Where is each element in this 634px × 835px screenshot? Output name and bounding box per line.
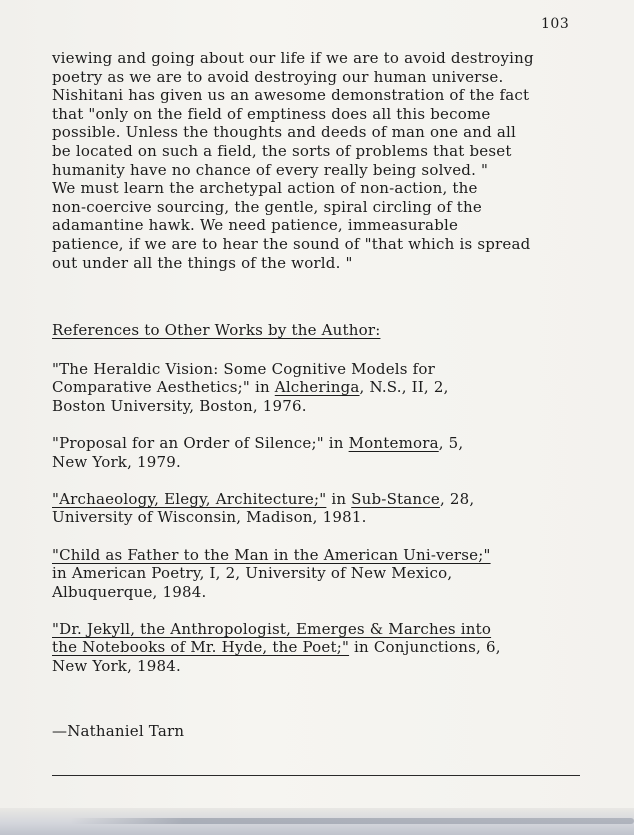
reference-details: in American Poetry, I, 2, University of New Mexico, [52,564,453,583]
references-heading: References to Other Works by the Author: [52,321,381,339]
reference-title: "Archaeology, Elegy, Architecture;" [52,490,327,509]
page-number: 103 [541,16,570,32]
reference-details: , 5, [438,434,464,453]
reference-publisher: New York, 1979. [52,452,181,471]
body-line: be located on such a field, the sorts of problems that beset [52,141,512,160]
body-line: We must learn the archetypal action of non-action, the [52,179,478,198]
reference-venue: Sub-Stance [351,490,440,509]
reference-title-cont: the Notebooks of Mr. Hyde, the Poet;" [52,638,350,657]
reference-title: "Proposal for an Order of Silence;" in [52,434,349,453]
reference-details: , 28, [439,490,475,509]
page-bottom-edge [0,808,634,835]
reference-item [52,546,612,601]
reference-publisher: Albuquerque, 1984. [52,582,207,601]
body-paragraph [52,49,592,272]
reference-venue: Alcheringa [274,378,360,397]
body-line: that "only on the field of emptiness does all this become [52,104,491,123]
reference-details: , N.S., II, 2, [359,378,449,397]
body-line: possible. Unless the thoughts and deeds of man one and all [52,123,517,142]
body-line: poetry as we are to avoid destroying our human universe. [52,67,504,86]
reference-details: in Conjunctions, 6, [349,638,501,657]
reference-title-cont: Comparative Aesthetics;" in [52,378,275,397]
reference-item [52,434,612,471]
reference-title: "The Heraldic Vision: Some Cognitive Models for [52,360,435,378]
reference-line [52,638,612,656]
body-line: humanity have no chance of every really being solved. " [52,160,489,179]
reference-line [52,434,612,452]
reference-line [52,490,612,508]
reference-title: "Dr. Jekyll, the Anthropologist, Emerges & Marches into [52,620,492,639]
footer-rule [52,775,580,776]
references-list [52,360,612,694]
reference-publisher: University of Wisconsin, Madison, 1981. [52,508,367,527]
body-line: viewing and going about our life if we are to avoid destroying [52,49,534,67]
reference-title: "Child as Father to the Man in the American Uni-verse;" [52,545,491,564]
body-line: out under all the things of the world. " [52,253,353,272]
reference-publisher: Boston University, Boston, 1976. [52,396,307,415]
reference-publisher: New York, 1984. [52,656,181,675]
reference-item [52,360,612,415]
reference-item [52,620,612,675]
body-line: adamantine hawk. We need patience, immeasurable [52,216,459,235]
reference-in: in [326,490,352,509]
body-line: Nishitani has given us an awesome demonstration of the fact [52,86,530,105]
author-signature: —Nathaniel Tarn [52,722,185,740]
reference-item [52,490,612,527]
reference-line [52,378,612,396]
body-line: non-coercive sourcing, the gentle, spiral circling of the [52,197,482,216]
reference-venue: Montemora [348,434,439,453]
body-line: patience, if we are to hear the sound of "that which is spread [52,234,531,253]
